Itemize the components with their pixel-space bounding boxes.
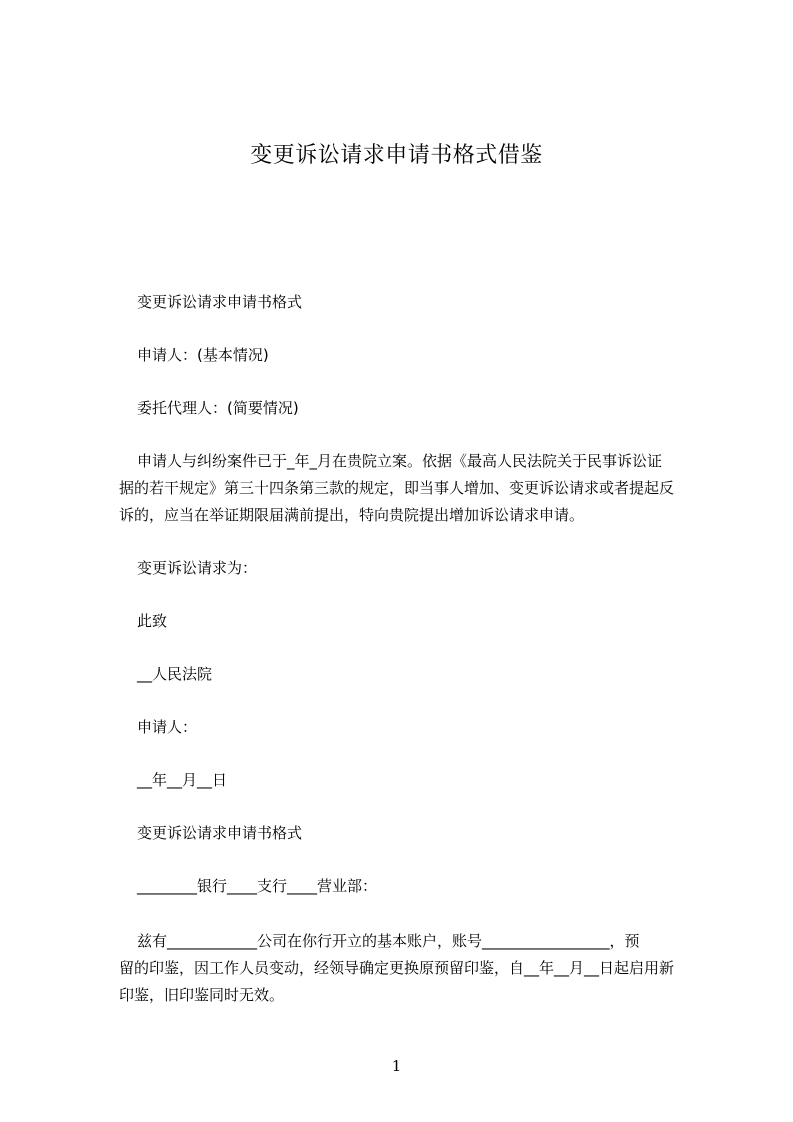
seal-paragraph-line: 印鉴，旧印鉴同时无效。 [119,986,285,1004]
agent-line: 委托代理人：(简要情况) [137,399,299,417]
body-paragraph-line: 诉的，应当在举证期限届满前提出，特向贵院提出增加诉讼请求申请。 [119,506,585,524]
seal-paragraph [119,928,699,1009]
section-heading-format: 变更诉讼请求申请书格式 [137,293,303,311]
body-paragraph-line: 申请人与纠纷案件已于_年_月在贵院立案。依据《最高人民法院关于民事诉讼证 [137,452,663,470]
body-paragraph [119,448,699,529]
seal-paragraph-line: 留的印鉴，因工作人员变动，经领导确定更换原预留印鉴，自__年__月__日起启用新 [119,959,675,977]
salutation-line: 此致 [137,612,168,630]
document-title: 变更诉讼请求申请书格式借鉴 [250,143,543,168]
body-paragraph-line: 据的若干规定》第三十四条第三款的规定，即当事人增加、变更诉讼请求或者提起反 [119,479,675,497]
signature-applicant-line: 申请人： [137,718,198,736]
applicant-line: 申请人：(基本情况) [137,346,269,364]
court-line: __人民法院 [137,665,213,683]
bank-line: ________银行____支行____营业部： [137,877,378,895]
change-request-line: 变更诉讼请求为： [137,559,258,577]
date-line: __年__月__日 [137,771,228,789]
seal-paragraph-line: 兹有____________公司在你行开立的基本账户，账号_________________，预 [137,932,640,950]
section-heading-format-2: 变更诉讼请求申请书格式 [137,824,303,842]
page-number: 1 [391,1057,402,1075]
